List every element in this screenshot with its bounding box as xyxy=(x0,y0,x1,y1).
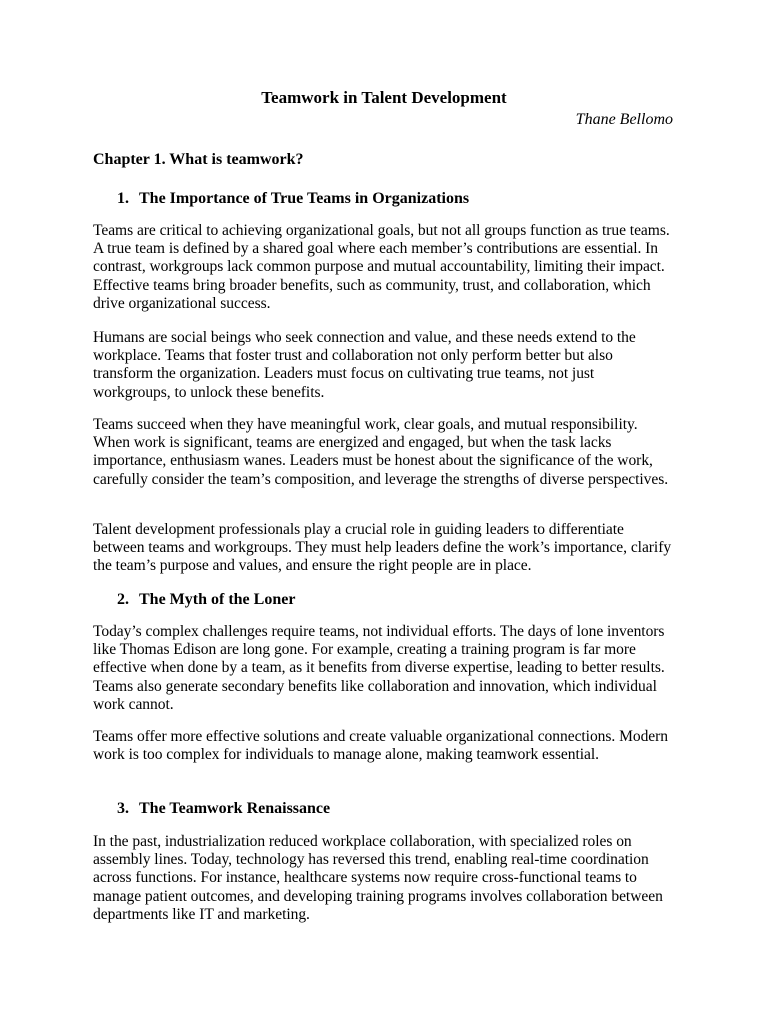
paragraph: Humans are social beings who seek connection and value, and these needs extend to the workplace. Teams that foster trust and collaboration not only perform better but also transform the organization. Leaders must focus on cultivating true teams, not just workgroups, to unlock these benefits. xyxy=(93,329,636,401)
section-title: The Myth of the Loner xyxy=(139,591,296,608)
chapter-heading: Chapter 1. What is teamwork? xyxy=(93,151,304,168)
document-author: Thane Bellomo xyxy=(575,111,673,128)
paragraph: Teams are critical to achieving organizational goals, but not all groups function as true teams. A true team is defined by a shared goal where each member’s contributions are essential. In contrast, workgroups lack common purpose and mutual accountability, limiting their impact. Effective teams bring broader benefits, such as community, trust, and collaboration, which drive organizational success. xyxy=(93,222,670,312)
section-title: The Teamwork Renaissance xyxy=(139,800,331,817)
section-number: 2. xyxy=(117,591,129,608)
paragraph: In the past, industrialization reduced workplace collaboration, with specialized roles on assembly lines. Today, technology has reversed this trend, enabling real-time coordination across functions. For instance, healthcare systems now require cross-functional teams to manage patient outcomes, and developing training programs involves collaboration between departments like IT and marketing. xyxy=(93,833,663,923)
document-title: Teamwork in Talent Development xyxy=(261,88,507,107)
section-number: 3. xyxy=(117,800,129,817)
paragraph: Talent development professionals play a crucial role in guiding leaders to differentiate between teams and workgroups. They must help leaders define the work’s importance, clarify the team’s purpose and values, and ensure the right people are in place. xyxy=(93,521,672,575)
paragraph: Today’s complex challenges require teams, not individual efforts. The days of lone inventors like Thomas Edison are long gone. For example, creating a training program is far more effective when done by a team, as it benefits from diverse expertise, leading to better results. Teams also generate secondary benefits like collaboration and innovation, which individual work cannot. xyxy=(93,623,665,713)
section-heading-1 xyxy=(117,189,677,209)
section-heading-3 xyxy=(117,799,677,819)
paragraph: Teams succeed when they have meaningful work, clear goals, and mutual responsibility. When work is significant, teams are energized and engaged, but when the task lacks importance, enthusiasm wanes. Leaders must be honest about the significance of the work, carefully consider the team’s composition, and leverage the strengths of diverse perspectives. xyxy=(93,416,669,488)
section-number: 1. xyxy=(117,190,129,207)
paragraph: Teams offer more effective solutions and create valuable organizational connections. Modern work is too complex for individuals to manage alone, making teamwork essential. xyxy=(93,728,668,764)
section-title: The Importance of True Teams in Organizations xyxy=(139,190,470,207)
section-heading-2 xyxy=(117,590,677,610)
